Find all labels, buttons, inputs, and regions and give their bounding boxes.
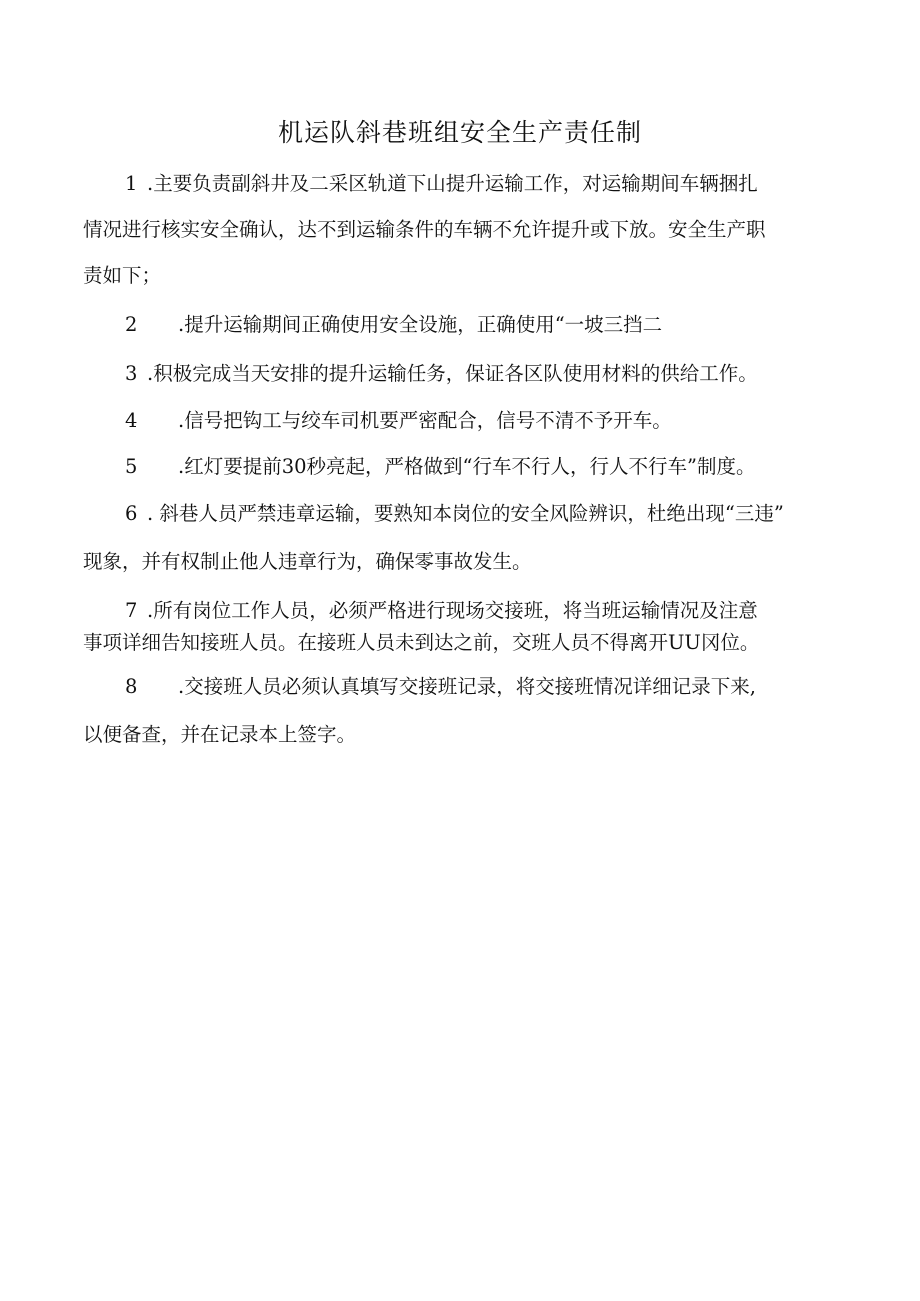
paragraph-line: 责如下；: [83, 264, 162, 287]
paragraph-line: [83, 409, 843, 433]
document-title: 机运队斜巷班组安全生产责任制: [277, 118, 642, 147]
paragraph-line: [83, 455, 843, 479]
item-number: 4: [125, 409, 138, 432]
paragraph-line: 事项详细告知接班人员。在接班人员未到达之前，交班人员不得离开UU冈位。: [83, 631, 760, 654]
list-item: [83, 502, 843, 574]
list-item: [83, 172, 843, 288]
paragraph-line: [83, 675, 843, 699]
paragraph-line: [83, 599, 843, 623]
item-number: 8: [125, 675, 138, 698]
item-text: . 斜巷人员严禁违章运输，要熟知本岗位的安全风险辨识，杜绝出现“三违”: [147, 502, 784, 525]
item-number: 3: [125, 362, 138, 385]
list-item: [83, 455, 843, 479]
paragraph-line: [83, 502, 843, 526]
item-number: 2: [125, 313, 138, 336]
item-text: .积极完成当天安排的提升运输任务，保证各区队使用材料的供给工作。: [147, 362, 758, 385]
paragraph-line: [83, 313, 843, 337]
list-item: [83, 362, 843, 386]
list-item: [83, 599, 843, 655]
list-item: [83, 409, 843, 433]
list-item: [83, 313, 843, 337]
paragraph-line: [83, 172, 843, 196]
item-text: .主要负责副斜井及二采区轨道下山提升运输工作，对运输期间车辆捆扎: [147, 172, 758, 195]
item-text: .交接班人员必须认真填写交接班记录，将交接班情况详细记录下来,: [178, 675, 756, 698]
item-text: .红灯要提前30秒亮起，严格做到“行车不行人，行人不行车”制度。: [178, 455, 756, 478]
list-item: [83, 675, 843, 747]
paragraph-line: 情况进行核实安全确认，达不到运输条件的车辆不允许提升或下放。安全生产职: [83, 218, 766, 241]
paragraph-line: [83, 362, 843, 386]
item-number: 6: [125, 502, 138, 525]
item-number: 1: [125, 172, 138, 195]
item-number: 7: [125, 599, 138, 622]
item-text: .信号把钩工与绞车司机要严密配合，信号不清不予开车。: [178, 409, 672, 432]
paragraph-line: 以便备查，并在记录本上签字。: [83, 723, 357, 746]
item-text: .提升运输期间正确使用安全设施，正确使用“一坡三挡二: [178, 313, 663, 336]
paragraph-line: 现象，并有权制止他人违章行为，确保零事故发生。: [83, 550, 532, 573]
item-number: 5: [125, 455, 138, 478]
item-text: .所有岗位工作人员，必须严格进行现场交接班，将当班运输情况及注意: [147, 599, 758, 622]
